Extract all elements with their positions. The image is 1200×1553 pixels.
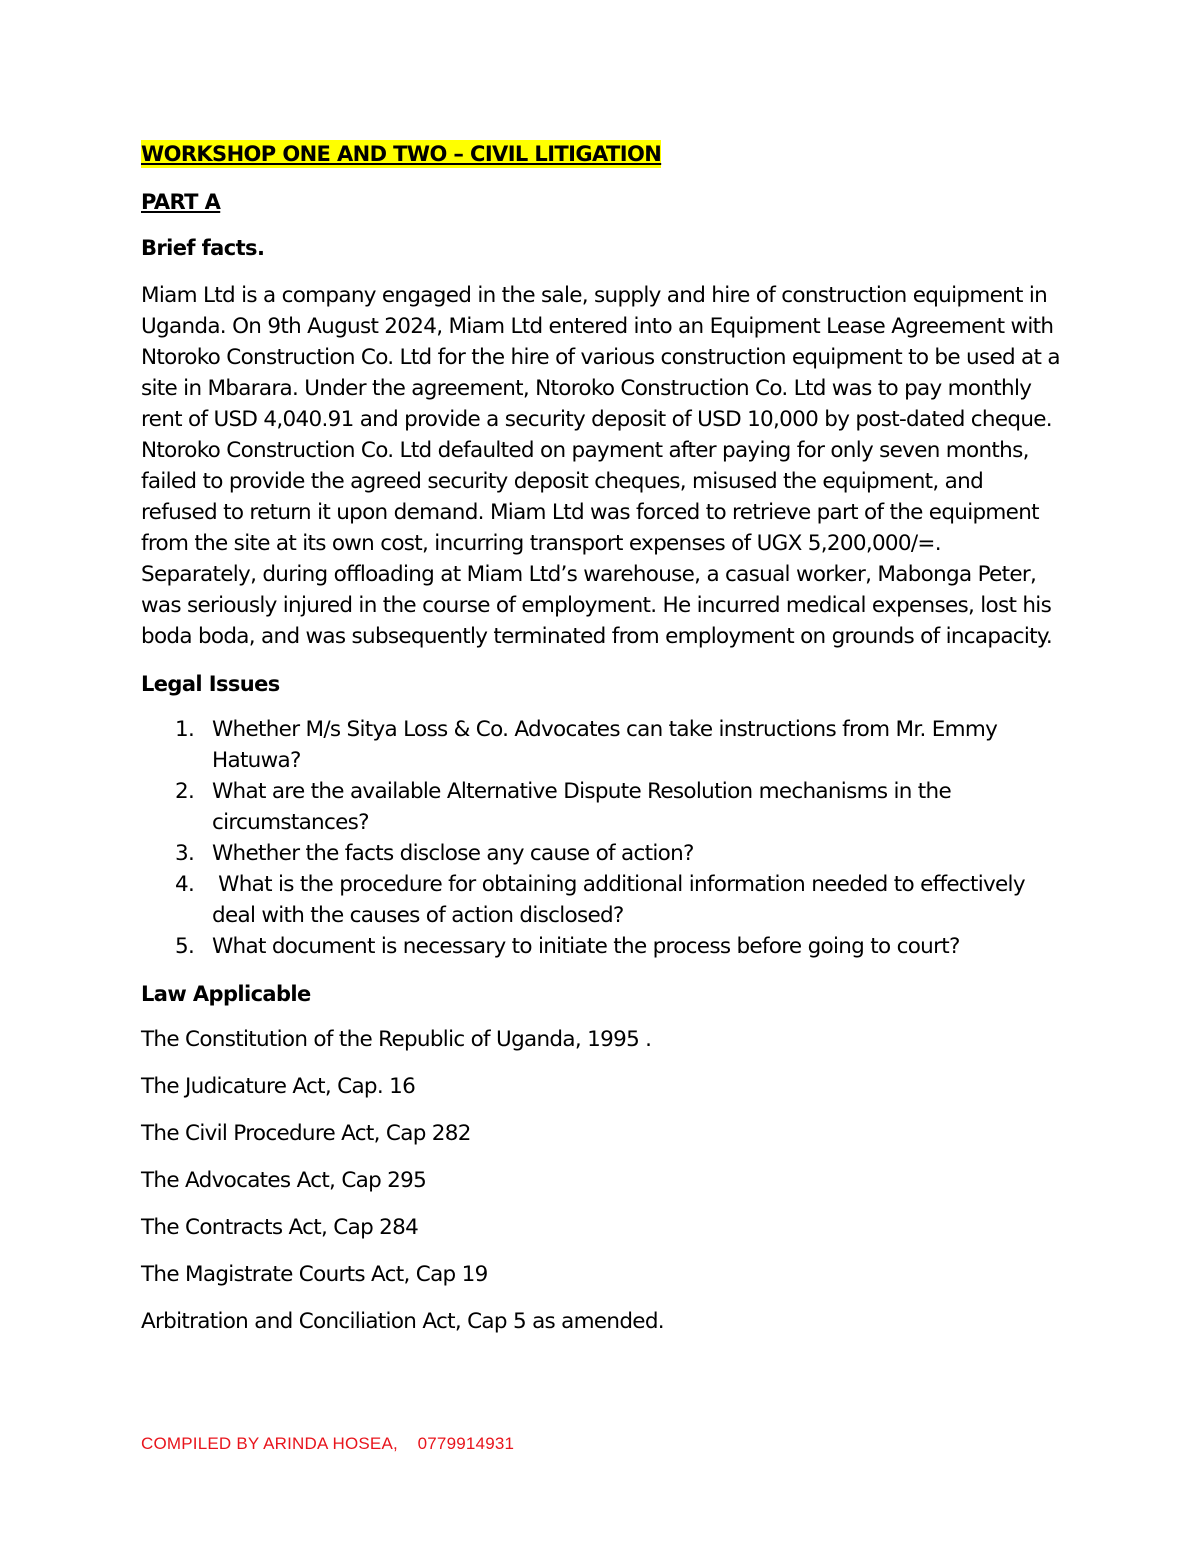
list-item-text: Whether the facts disclose any cause of action?	[212, 841, 694, 866]
list-item	[141, 931, 1071, 962]
list-item	[141, 869, 1071, 931]
list-item-text: What are the available Alternative Dispute Resolution mechanisms in the circumstances?	[212, 779, 951, 835]
law-item: The Advocates Act, Cap 295	[141, 1168, 427, 1193]
law-item: The Magistrate Courts Act, Cap 19	[141, 1262, 488, 1287]
legal-issues-list	[141, 714, 1071, 962]
list-item-number: 5.	[175, 934, 195, 959]
list-item-text: What is the procedure for obtaining additional information needed to effectively deal with the causes of action disclosed?	[212, 872, 1031, 928]
brief-facts-heading: Brief facts.	[141, 236, 265, 260]
law-applicable-heading: Law Applicable	[141, 982, 311, 1006]
document-title: WORKSHOP ONE AND TWO – CIVIL LITIGATION	[141, 142, 662, 166]
part-heading: PART A	[141, 190, 221, 214]
list-item-text: What document is necessary to initiate the process before going to court?	[212, 934, 960, 959]
list-item-number: 3.	[175, 841, 195, 866]
list-item-number: 2.	[175, 779, 195, 804]
list-item	[141, 838, 1071, 869]
list-item-text: Whether M/s Sitya Loss & Co. Advocates can take instructions from Mr. Emmy Hatuwa?	[212, 717, 998, 773]
brief-facts-paragraph: Miam Ltd is a company engaged in the sale, supply and hire of construction equipment in Uganda. On 9th August 2024, Miam Ltd entered into an Equipment Lease Agreement with Ntoroko Construction Co. Ltd for the hire of various construction equipment to be used at a site in Mbarara. Under the agreement, Ntoroko Construction Co. Ltd was to pay monthly rent of USD 4,040.91 and provide a security deposit of USD 10,000 by post-dated cheque. Ntoroko Construction Co. Ltd defaulted on payment after paying for only seven months, failed to provide the agreed security deposit cheques, misused the equipment, and refused to return it upon demand. Miam Ltd was forced to retrieve part of the equipment from the site at its own cost, incurring transport expenses of UGX 5,200,000/=. Separately, during offloading at Miam Ltd’s warehouse, a casual worker, Mabonga Peter, was seriously injured in the course of employment. He incurred medical expenses, lost his boda boda, and was subsequently terminated from employment on grounds of incapacity.	[141, 283, 1060, 649]
list-item-number: 1.	[175, 717, 195, 742]
document-body	[141, 140, 1071, 1337]
compiled-by-footer: COMPILED BY ARINDA HOSEA, 0779914931	[141, 1434, 515, 1453]
law-item: The Constitution of the Republic of Uganda, 1995 .	[141, 1027, 652, 1052]
law-item: The Civil Procedure Act, Cap 282	[141, 1121, 471, 1146]
legal-issues-heading: Legal Issues	[141, 672, 280, 696]
list-item-number: 4.	[175, 872, 195, 897]
law-item: Arbitration and Conciliation Act, Cap 5 as amended.	[141, 1309, 664, 1334]
list-item	[141, 776, 1071, 838]
law-item: The Judicature Act, Cap. 16	[141, 1074, 416, 1099]
law-item: The Contracts Act, Cap 284	[141, 1215, 419, 1240]
list-item	[141, 714, 1071, 776]
